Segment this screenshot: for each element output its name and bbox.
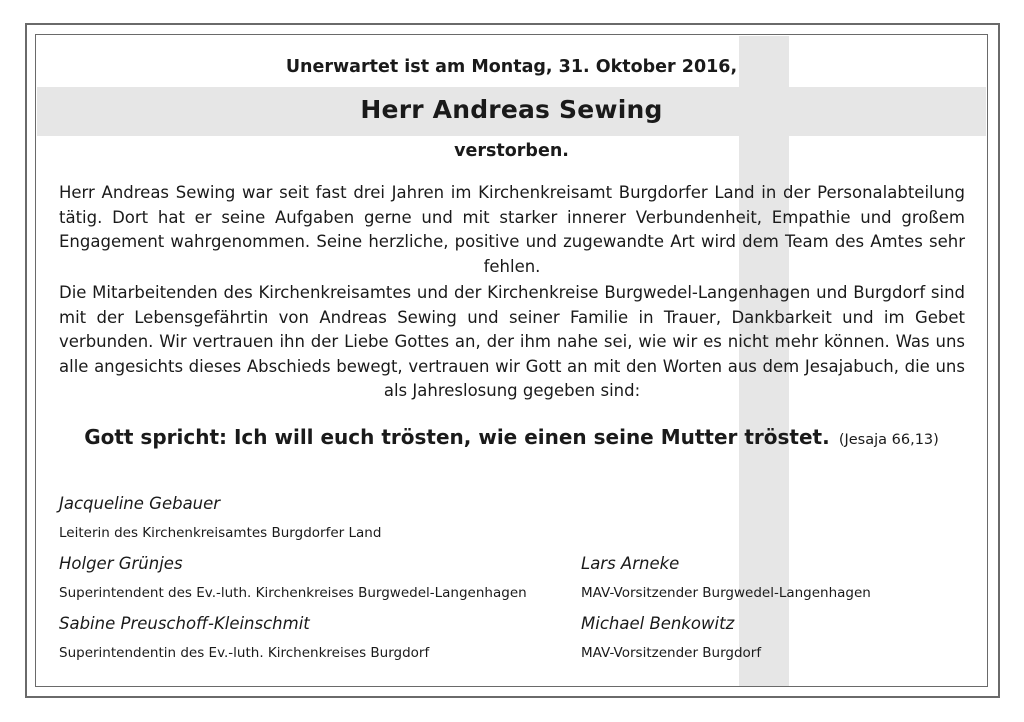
signatory-role: MAV-Vorsitzender Burgwedel-Langenhagen <box>581 585 871 601</box>
signatory-role: Superintendent des Ev.-luth. Kirchenkreises Burgwedel-Langenhagen <box>59 585 527 601</box>
quote-reference: (Jesaja 66,13) <box>838 432 939 448</box>
signatory-name: Michael Benkowitz <box>581 614 735 633</box>
announcement-died: verstorben. <box>454 141 569 161</box>
signatory-name: Holger Grünjes <box>59 554 183 573</box>
quote-text: Gott spricht: Ich will euch trösten, wie einen seine Mutter tröstet. <box>84 425 830 449</box>
announcement-intro: Unerwartet ist am Montag, 31. Oktober 2016, <box>285 57 738 77</box>
signatory-role: MAV-Vorsitzender Burgdorf <box>581 645 762 661</box>
signatory-name: Lars Arneke <box>581 554 680 573</box>
signatory-role: Superintendentin des Ev.-luth. Kirchenkreises Burgdorf <box>59 645 430 661</box>
signatory-name: Sabine Preuschoff-Kleinschmit <box>59 614 310 633</box>
body-paragraph-2: Die Mitarbeitenden des Kirchenkreisamtes und der Kirchenkreise Burgwedel-Langenhagen und Burgdorf sind mit der Lebensgefährtin von Andreas Sewing und seiner Familie in Trauer, Dankbarkeit und im Gebet verbunden. Wir vertrauen ihn der Liebe Gottes an, der ihm nahe sei, wie wir es nicht mehr können. Was uns alle angesichts dieses Abschieds bewegt, vertrauen wir Gott an mit den Worten aus dem Jesajabuch, die uns als Jahreslosung gegeben sind: <box>59 283 965 400</box>
signatory-name: Jacqueline Gebauer <box>59 494 221 513</box>
body-paragraph-1: Herr Andreas Sewing war seit fast drei Jahren im Kirchenkreisamt Burgdorfer Land in der Personalabteilung tätig. Dort hat er seine Aufgaben gerne und mit starker innerer Verbundenheit, Empathie und großem Engagement wahrgenommen. Seine herzliche, positive und zugewandte Art wird dem Team des Amtes sehr fehlen. <box>59 183 965 276</box>
scripture-quote <box>37 425 986 449</box>
deceased-name: Herr Andreas Sewing <box>360 95 663 124</box>
signatory-role: Leiterin des Kirchenkreisamtes Burgdorfer Land <box>59 525 382 541</box>
